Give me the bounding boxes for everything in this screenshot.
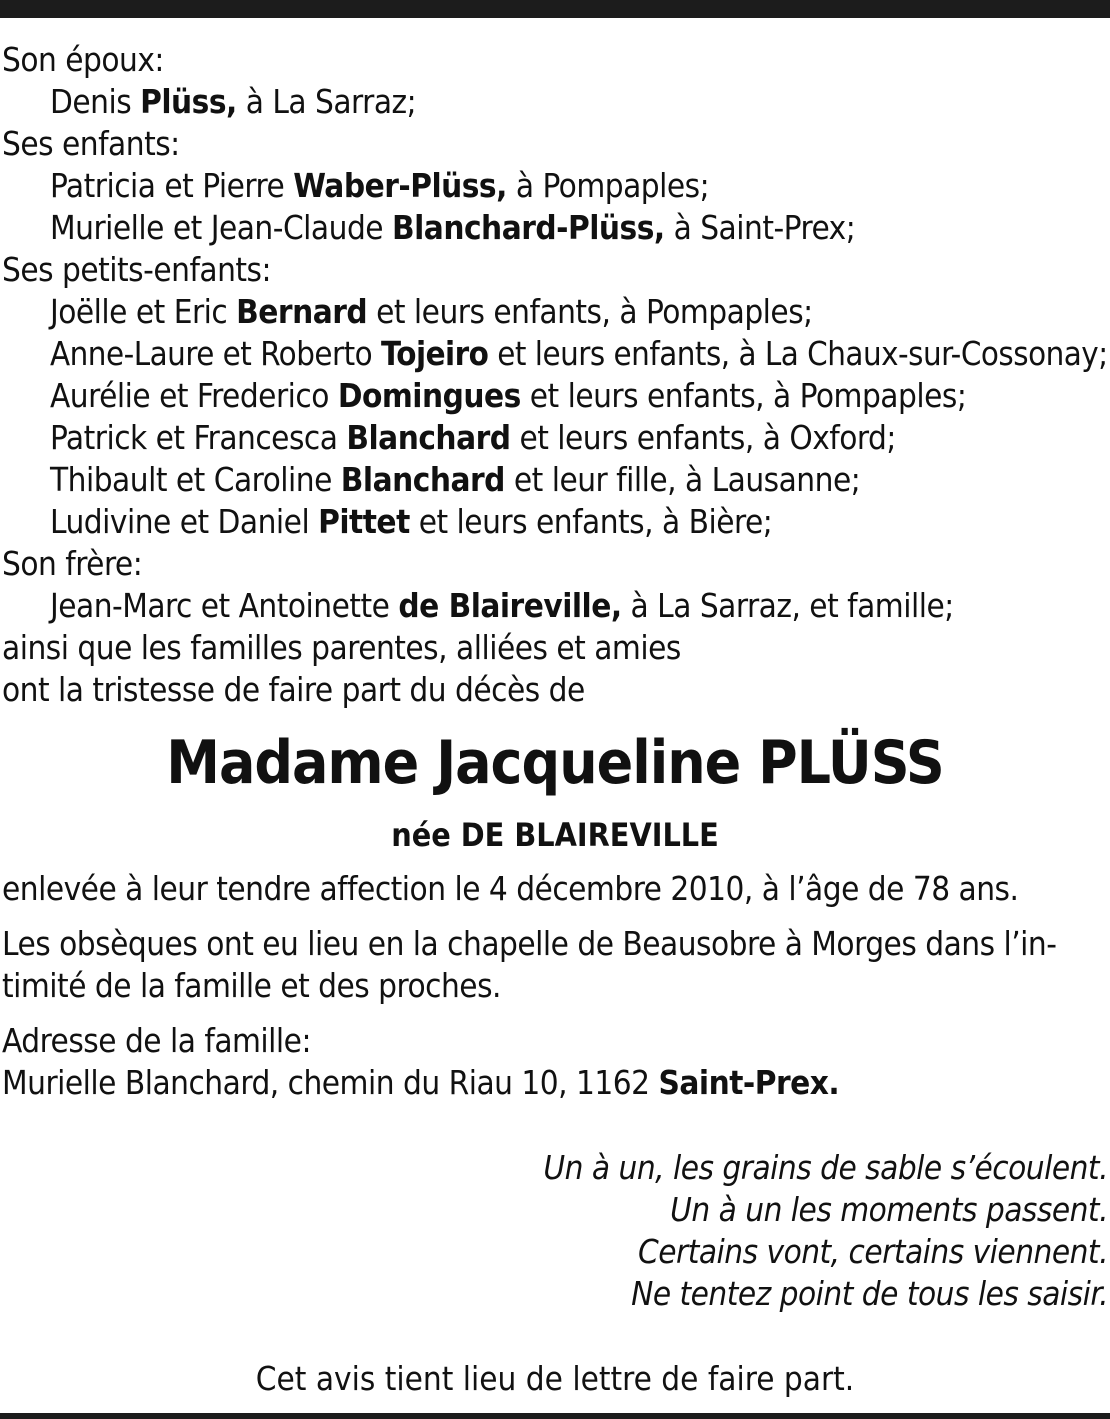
spouse-entry: Denis Plüss, à La Sarraz; bbox=[50, 82, 417, 121]
address-line: Murielle Blanchard, chemin du Riau 10, 1162 Saint-Prex. bbox=[2, 1063, 840, 1102]
death-line: enlevée à leur tendre affection le 4 décembre 2010, à l’âge de 78 ans. bbox=[2, 869, 1019, 908]
spouse-heading: Son époux: bbox=[2, 40, 164, 79]
poem-line: Un à un les moments passent. bbox=[670, 1190, 1108, 1229]
funeral-line-2: timité de la famille et des proches. bbox=[2, 966, 501, 1005]
child-entry: Patricia et Pierre Waber-Plüss, à Pompaples; bbox=[50, 166, 710, 205]
maiden-name: née DE BLAIREVILLE bbox=[391, 816, 719, 854]
bottom-rule bbox=[0, 1413, 1110, 1419]
poem-line: Ne tentez point de tous les saisir. bbox=[631, 1274, 1108, 1313]
surname: Blanchard-Plüss, bbox=[392, 208, 665, 247]
surname: Blanchard bbox=[346, 418, 511, 457]
brother-heading: Son frère: bbox=[2, 544, 143, 583]
top-rule bbox=[0, 0, 1110, 18]
deceased-name: Madame Jacqueline PLÜSS bbox=[166, 728, 944, 798]
address-city: Saint-Prex. bbox=[658, 1063, 840, 1102]
surname: Domingues bbox=[337, 376, 521, 415]
brother-entry: Jean-Marc et Antoinette de Blaireville, à La Sarraz, et famille; bbox=[50, 586, 954, 625]
address-heading: Adresse de la famille: bbox=[2, 1021, 311, 1060]
surname: Bernard bbox=[236, 292, 368, 331]
families-line: ainsi que les familles parentes, alliées et amies bbox=[2, 628, 681, 667]
grandchildren-heading: Ses petits-enfants: bbox=[2, 250, 272, 289]
surname: de Blaireville, bbox=[398, 586, 622, 625]
funeral-line-1: Les obsèques ont eu lieu en la chapelle de Beausobre à Morges dans l’in- bbox=[2, 924, 1057, 963]
grandchild-entry: Ludivine et Daniel Pittet et leurs enfants, à Bière; bbox=[50, 502, 773, 541]
child-entry: Murielle et Jean-Claude Blanchard-Plüss, à Saint-Prex; bbox=[50, 208, 856, 247]
grandchild-entry: Thibault et Caroline Blanchard et leur fille, à Lausanne; bbox=[50, 460, 861, 499]
surname: Waber-Plüss, bbox=[293, 166, 507, 205]
surname: Plüss, bbox=[140, 82, 237, 121]
poem-line: Un à un, les grains de sable s’écoulent. bbox=[543, 1148, 1108, 1187]
closing-line: Cet avis tient lieu de lettre de faire part. bbox=[255, 1359, 855, 1398]
surname: Tojeiro bbox=[381, 334, 489, 373]
surname: Pittet bbox=[318, 502, 410, 541]
children-heading: Ses enfants: bbox=[2, 124, 180, 163]
poem-line: Certains vont, certains viennent. bbox=[638, 1232, 1108, 1271]
surname: Blanchard bbox=[340, 460, 505, 499]
grandchild-entry: Joëlle et Eric Bernard et leurs enfants, à Pompaples; bbox=[50, 292, 813, 331]
grandchild-entry: Anne-Laure et Roberto Tojeiro et leurs enfants, à La Chaux-sur-Cossonay; bbox=[50, 334, 1108, 373]
announcement-line: ont la tristesse de faire part du décès de bbox=[2, 670, 585, 709]
grandchild-entry: Aurélie et Frederico Domingues et leurs enfants, à Pompaples; bbox=[50, 376, 967, 415]
grandchild-entry: Patrick et Francesca Blanchard et leurs enfants, à Oxford; bbox=[50, 418, 896, 457]
